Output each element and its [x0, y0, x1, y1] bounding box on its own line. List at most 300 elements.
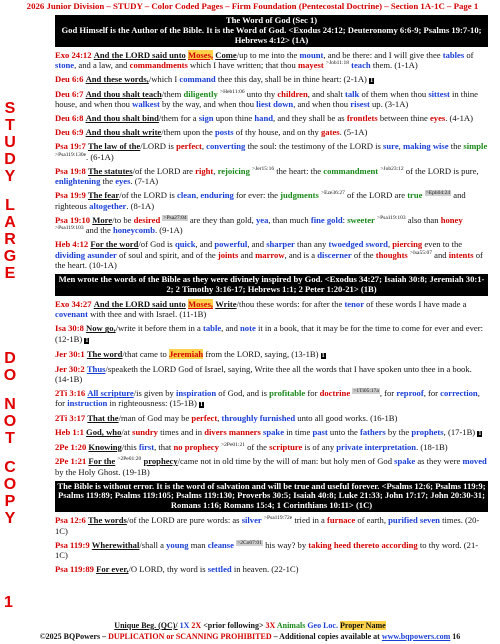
legend-animals: Animals	[276, 621, 306, 630]
verse-lead: That the	[87, 413, 119, 424]
side-do-not-copy	[2, 350, 18, 527]
verse-text: times. (20-1C)	[55, 515, 480, 536]
verse-psa-19-7	[55, 141, 488, 162]
page-number: 16	[452, 632, 461, 641]
key-word: spake	[263, 427, 285, 438]
side-letter: S	[4, 100, 16, 117]
verse-ref: Psa 119:89	[55, 564, 94, 575]
key-word: sittest	[428, 88, 450, 99]
copyright-more: – Additional copies available at	[273, 632, 380, 641]
verse-text: for ever: the	[236, 190, 278, 201]
verse-text: and the	[85, 225, 111, 236]
key-word: commandment	[323, 165, 379, 176]
verse-text: . (9-1A)	[154, 225, 183, 236]
verse-text: /of the LORD is	[119, 190, 175, 201]
verse-ref: Deu 6:6	[55, 74, 84, 85]
key-word: purified seven	[388, 515, 440, 526]
verse-psa-119-89	[55, 564, 488, 574]
verse-text: from the LORD, saying, (13-1B)	[205, 348, 319, 359]
cross-ref: >Psa119:103	[377, 214, 406, 221]
side-letter: N	[4, 396, 16, 413]
key-word: inspiration	[175, 387, 217, 398]
verse-text: , that	[154, 442, 172, 453]
verse-text: , and when thou	[293, 99, 349, 110]
section-1a-header	[55, 15, 488, 47]
verse-ref: Jer 30:1	[55, 348, 85, 359]
verse-ref: Deu 6:7	[55, 88, 84, 99]
key-word: all	[314, 413, 324, 424]
key-word: judgments	[280, 190, 319, 201]
side-letter: G	[3, 248, 17, 265]
verse-ref: Psa 12:6	[55, 515, 86, 526]
verse-text: /write it before them in a	[115, 323, 201, 334]
key-word: private interpretation	[336, 442, 417, 453]
verse-text: , for	[55, 387, 480, 409]
key-word: sharper	[266, 239, 295, 250]
key-word: young	[166, 539, 189, 550]
key-word: diligently	[183, 88, 218, 99]
verse-lead: For the word	[90, 239, 139, 250]
cross-ref: >Eze36:27	[321, 190, 345, 197]
key-word: furnace	[327, 515, 356, 526]
key-word: sweeter	[347, 214, 375, 225]
verse-text: . (18-1B)	[416, 442, 448, 453]
verse-lead: Thus	[86, 363, 106, 374]
key-word: past	[312, 427, 328, 438]
key-word: true	[407, 190, 423, 201]
verse-text: of these words I have made a	[366, 298, 467, 309]
verse-text: also than	[407, 214, 439, 225]
key-word: thoughts	[375, 249, 408, 260]
verse-text: and	[240, 249, 253, 260]
legend-3x: 3X	[265, 621, 276, 630]
verse-text: /at	[121, 427, 130, 438]
key-word: discerner	[317, 249, 352, 260]
verse-text: in heaven. (22-1C)	[233, 564, 299, 575]
verse-lead: Wherewithal	[91, 539, 140, 550]
verse-text: even to the	[424, 239, 463, 250]
verse-2pe-1-20	[55, 442, 488, 452]
section-1c-header	[55, 481, 488, 513]
key-word: sure	[383, 141, 399, 152]
key-word: spake	[394, 456, 416, 467]
main-content	[55, 13, 488, 578]
cross-ref: >Eph04:24	[425, 190, 451, 197]
key-word: enduring	[200, 190, 234, 201]
verse-text: up. (3-1A)	[371, 99, 409, 110]
cross-ref: >2Pe01:20	[117, 456, 142, 463]
verse-ref: 2Ti 3:17	[55, 413, 86, 424]
key-word: tenor	[344, 298, 365, 309]
verse-text: , (17-1B)	[443, 427, 476, 438]
key-word: making wise	[402, 141, 449, 152]
verse-text: :	[342, 214, 346, 225]
verse-text: the heart: the	[276, 165, 322, 176]
verse-text: , than much	[268, 214, 309, 225]
verse-text: good works. (16-1B)	[325, 413, 398, 424]
key-word: covenant	[55, 309, 88, 320]
copyright-warning: DUPLICATION or SCANNING PROHIBITED	[108, 632, 272, 641]
copyright-text: ©2025 BQPowers –	[39, 632, 107, 641]
key-word: stone	[55, 60, 75, 71]
verse-text: /of God is	[138, 239, 173, 250]
verse-text: . (7-1A)	[130, 176, 159, 187]
verse-text: /shall a	[139, 539, 164, 550]
verse-lead: And the LORD said unto	[93, 49, 186, 60]
side-letter: D	[4, 350, 16, 367]
key-word: liest down	[256, 99, 294, 110]
verse-ref: Psa 19:7	[55, 141, 86, 152]
key-word: tables	[442, 49, 465, 60]
verse-lead: And thou shalt write	[85, 127, 162, 138]
section-1a-title: The Word of God (Sec 1)	[225, 15, 318, 25]
verse-lead: Now go,	[86, 323, 116, 334]
verse-text: the	[450, 141, 462, 152]
verse-text: with thee and with Israel. (11-1B)	[90, 309, 207, 320]
verse-text: , and shalt	[307, 88, 343, 99]
verse-lead: God, who	[86, 427, 122, 438]
section-1b-title: Men wrote the words of the Bible as they were divinely inspired by God. <Exodus 34:27; Isaiah 30:8; Jeremiah 30:1-2; 2 Timothy 3:16-17; Hebrews 1:1; 2 Peter 1:20-21> (1B)	[58, 274, 485, 295]
legend-2x: 2X	[191, 621, 202, 630]
key-word: honey	[440, 214, 463, 225]
verse-ref: Psa 19:10	[55, 214, 91, 225]
copyright-line	[0, 632, 500, 642]
key-word: scripture	[269, 442, 303, 453]
verse-text: /O LORD, thy word is	[128, 564, 206, 575]
verse-text: /thou these words: for after the	[236, 298, 343, 309]
key-word: perfect	[176, 141, 202, 152]
key-word: dividing asunder	[55, 249, 117, 260]
verse-text: , and a law, and	[74, 60, 128, 71]
verse-text: . (6-1A)	[86, 151, 114, 162]
verse-ref: Exo 34:27	[55, 298, 92, 309]
cross-ref: >Isa55:07	[409, 249, 432, 256]
verse-text: upon thine	[215, 113, 253, 124]
key-word: silver	[241, 515, 262, 526]
verse-heb-1-1	[55, 427, 488, 438]
mark-badge: 1	[321, 352, 325, 359]
verse-lead: For ever,	[96, 564, 129, 575]
verse-ref: Exo 24:12	[55, 49, 92, 60]
side-letter: T	[5, 430, 15, 447]
verse-lead-word: Write	[215, 298, 237, 309]
key-word: taking heed thereto	[308, 539, 380, 550]
key-word: risest	[350, 99, 370, 110]
verse-exo-34-27	[55, 299, 488, 320]
key-word: throughly furnished	[221, 413, 296, 424]
verse-text: of soul and spirit, and of the	[119, 249, 216, 260]
key-word: moved	[462, 456, 487, 467]
verse-ref: Psa 19:8	[55, 165, 86, 176]
verse-psa-12-6	[55, 515, 488, 536]
key-word: instruction	[67, 398, 108, 409]
key-word: no	[173, 442, 183, 453]
verse-lead: And these words,	[85, 74, 149, 85]
verse-text: /them for a	[158, 113, 197, 124]
key-word: honeycomb	[112, 225, 155, 236]
side-letter: C	[4, 459, 16, 476]
key-word: joints	[217, 249, 239, 260]
verse-text: to thy word. (21-1C)	[55, 539, 479, 561]
key-word: prophets	[411, 427, 444, 438]
section-1b-header	[55, 274, 488, 296]
section-1a-subtitle: God Himself is the Author of the Bible. It is the Word of God. <Exodus 24:12; Deuteronomy 6:6-9; Psalms 19:7-10; Hebrews 4:12> (1A)	[61, 24, 482, 45]
key-word: walkest	[132, 99, 160, 110]
verse-text: in time	[286, 427, 311, 438]
verse-jer-30-1	[55, 349, 488, 360]
verse-text: , and	[247, 239, 265, 250]
key-word: intents	[448, 249, 474, 260]
legend-unique-beg: Unique Beg. (QC)/	[114, 621, 178, 630]
key-word: marrow	[255, 249, 285, 260]
key-word: correction	[440, 387, 478, 398]
verse-text: /which I	[148, 74, 178, 85]
verse-deu-6-9	[55, 127, 488, 137]
key-word: powerful	[214, 239, 248, 250]
verse-text: the	[102, 176, 114, 187]
verse-2pe-1-21	[55, 456, 488, 477]
verse-text: by the Holy Ghost. (19-1B)	[55, 466, 150, 477]
cross-ref: >Psa119:103	[55, 225, 84, 232]
verse-text: thee this day, shall be in thine heart: (2-1A)	[217, 74, 367, 85]
cross-ref: >Job11:18	[325, 60, 349, 67]
verse-text: /them	[161, 88, 182, 99]
verse-text: /of the LORD are	[132, 165, 193, 176]
mark-badge: 1	[199, 402, 203, 409]
verse-psa-19-10	[55, 215, 488, 236]
side-letter: T	[5, 117, 15, 134]
verse-text: /this	[121, 442, 137, 453]
verse-text: , for	[379, 387, 395, 398]
verse-isa-30-8	[55, 323, 488, 345]
key-word: sundry	[132, 427, 158, 438]
key-word: frontlets	[346, 113, 378, 124]
verse-text: by the	[387, 427, 410, 438]
cross-ref: >Job23:12	[380, 165, 404, 172]
proper-name: Moses,	[188, 298, 214, 309]
verse-text: of the LORD is pure,	[405, 165, 479, 176]
verse-text: in righteousness: (15-1B)	[109, 398, 197, 409]
mark-badge: 1	[478, 431, 482, 438]
verse-text: of God, and is	[218, 387, 267, 398]
verse-text: /up to me into the	[236, 49, 298, 60]
verse-text: /man of God may be	[118, 413, 190, 424]
verse-ref: Heb 1:1	[55, 427, 84, 438]
cross-ref: >Psa119:130e	[55, 151, 87, 158]
verse-psa-19-8	[55, 166, 488, 187]
verse-lead-word: Come	[215, 49, 237, 60]
side-letter: O	[3, 367, 17, 384]
verse-lead: Knowing	[88, 442, 122, 453]
key-word: enlightening	[55, 176, 101, 187]
mark-badge: 1	[370, 78, 374, 85]
side-letter: A	[4, 214, 16, 231]
verse-text: of thy house, and on thy	[235, 127, 319, 138]
verse-lead: The words	[87, 515, 127, 526]
key-word: profitable	[269, 387, 306, 398]
verse-text: ,	[398, 141, 401, 152]
verse-text: /came not in old time by the will of man: but holy men of God	[177, 456, 393, 467]
verse-text: . (4-1A)	[445, 113, 473, 124]
legend-proper-name: Proper Name	[339, 621, 386, 630]
verse-text: by the way, and when thou	[161, 99, 255, 110]
verse-text: for	[307, 387, 318, 398]
verse-text: ,	[217, 413, 220, 424]
verse-text: , and	[221, 323, 238, 334]
verse-ref: Psa 119:9	[55, 539, 90, 550]
key-word: command	[179, 74, 216, 85]
key-word: prophecy	[184, 442, 219, 453]
verse-lead: The law of the	[87, 141, 141, 152]
side-letter: L	[5, 197, 15, 214]
verse-ref: Deu 6:9	[55, 127, 84, 138]
verse-text: /LORD is	[140, 141, 174, 152]
legend-1x: 1X	[179, 621, 190, 630]
key-word: twoedged sword	[328, 239, 388, 250]
verse-text: it in a book, that it may be for the time to come for ever and ever: (12-1B)	[55, 323, 483, 344]
verse-ref: 2Pe 1:21	[55, 456, 87, 467]
verse-text: unto thy	[246, 88, 276, 99]
key-word: cleanse	[207, 539, 234, 550]
verse-text: them. (1-1A)	[372, 60, 418, 71]
verse-ref: Isa 30:8	[55, 323, 84, 334]
verse-text: which I have written; that thou	[190, 60, 296, 71]
key-word: according	[381, 539, 418, 550]
key-word: simple	[463, 141, 488, 152]
verse-text: . (5-1A)	[339, 127, 368, 138]
verse-text: , for	[423, 387, 439, 398]
cross-ref: >Jer15:16	[252, 165, 275, 172]
verse-lead: And thou shalt bind	[85, 113, 159, 124]
side-letter: O	[3, 413, 17, 430]
proper-name: Moses,	[188, 49, 214, 60]
verse-text: , and	[195, 239, 213, 250]
key-word: perfect	[191, 413, 218, 424]
verse-text: as they were	[417, 456, 461, 467]
verse-text: and	[434, 249, 447, 260]
verse-ref: 2Ti 3:16	[55, 387, 86, 398]
verse-ref: Heb 4:12	[55, 239, 89, 250]
cross-ref: >2Pe01:21	[221, 442, 245, 449]
verse-text: of earth,	[357, 515, 386, 526]
cross-ref: >Psa119:72e	[263, 515, 293, 522]
verse-lead: And thou shalt teach	[85, 88, 162, 99]
verse-lead: More	[92, 214, 113, 225]
verse-deu-6-7	[55, 89, 488, 110]
cross-ref: >Psa27:04	[163, 214, 187, 221]
verse-ref: Psa 19:9	[55, 190, 86, 201]
verse-text: than any	[297, 239, 327, 250]
verse-text: and righteous	[55, 190, 466, 211]
side-letter: O	[3, 476, 17, 493]
verse-text: of them when thou	[361, 88, 427, 99]
page-header: 2026 Junior Division – STUDY – Color Coded Pages – Firm Foundation (Pentecostal Doctrine) – Section 1A-1C – Page 1	[26, 1, 479, 11]
key-word: yea	[255, 214, 269, 225]
legend-line	[0, 621, 500, 631]
verse-text: /that came to	[122, 348, 167, 359]
key-word: fathers	[359, 427, 386, 438]
verse-lead: The fear	[87, 190, 120, 201]
verse-text: ,	[201, 141, 204, 152]
side-letter: P	[4, 493, 16, 510]
key-word: note	[240, 323, 256, 334]
verse-deu-6-8	[55, 113, 488, 123]
verse-text: , and be there: and I will give thee	[323, 49, 441, 60]
verse-lead: For the	[88, 456, 116, 467]
key-word: teach	[351, 60, 371, 71]
verse-lead: The word	[86, 348, 123, 359]
verse-text: between thine	[379, 113, 428, 124]
key-word: rejoicing	[217, 165, 250, 176]
verse-text: /of the LORD are pure words: as	[126, 515, 240, 526]
key-word: right	[195, 165, 214, 176]
key-word: eyes	[115, 176, 131, 187]
key-word: converting	[206, 141, 246, 152]
verse-text: of the	[247, 442, 267, 453]
side-letter: R	[4, 231, 16, 248]
verse-text: man	[190, 539, 206, 550]
key-word: children	[277, 88, 308, 99]
verse-lead: The statutes	[87, 165, 133, 176]
key-word: eyes	[429, 113, 446, 124]
key-word: fine gold	[310, 214, 343, 225]
legend-prior: <prior following>	[203, 621, 264, 630]
side-letter: U	[4, 134, 16, 151]
verse-text: unto	[297, 413, 313, 424]
verse-text: of the LORD are	[347, 190, 406, 201]
verse-text: of the heart. (10-1A)	[55, 249, 483, 271]
key-word: divers manners	[204, 427, 261, 438]
key-word: desired	[133, 214, 161, 225]
key-word: posts	[214, 127, 234, 138]
verse-text: times and in	[160, 427, 203, 438]
verse-text: of the	[353, 249, 374, 260]
key-word: settled	[207, 564, 232, 575]
cross-ref: >Heb11:06	[220, 89, 245, 96]
key-word: clean	[177, 190, 197, 201]
verse-jer-30-2	[55, 364, 488, 385]
section-1c-title: The Bible is without error. It is the word of salvation and will be true and useful forever. <Psalms 12:6; Psalms 119:9; Psalms 119:89; Psalms 119:105; Psalms 119:130; Proverbs 30:5; Isaiah 40:8; Luke 21:33; John 17:17; John 20:30-31; Romans 1:16; Romans 15:4; 1 Corinthians 10:11> (1C)	[57, 480, 486, 511]
verse-text: of	[466, 49, 474, 60]
verse-text: are they than gold,	[189, 214, 254, 225]
key-word: commandments	[129, 60, 188, 71]
key-word: talk	[345, 88, 360, 99]
verse-text: tried in a	[294, 515, 325, 526]
website-link[interactable]: www.bqpowers.com	[381, 632, 451, 641]
proper-name: Jeremiah	[168, 348, 204, 359]
verse-text: . (8-1A)	[126, 200, 155, 211]
verse-text: in thine house, and when thou	[55, 88, 478, 110]
key-word: doctrine	[319, 387, 351, 398]
key-word: sign	[198, 113, 214, 124]
verse-exo-24-12	[55, 50, 488, 71]
verse-text: , and they shall be as	[273, 113, 345, 124]
verse-text: /to be	[112, 214, 132, 225]
side-letter: E	[4, 265, 16, 282]
verse-text: is of any	[304, 442, 335, 453]
key-word: first	[138, 442, 155, 453]
key-word: altogether	[89, 200, 127, 211]
verse-text: ,	[213, 165, 216, 176]
side-page-marker: 1	[4, 594, 13, 611]
verse-lead-word: prophecy	[143, 456, 178, 467]
verse-psa-119-9	[55, 540, 488, 561]
key-word: reproof	[396, 387, 424, 398]
side-letter: D	[4, 151, 16, 168]
side-letter: Y	[4, 510, 16, 527]
verse-ref: Deu 6:8	[55, 113, 84, 124]
mark-badge: 1	[85, 337, 89, 344]
